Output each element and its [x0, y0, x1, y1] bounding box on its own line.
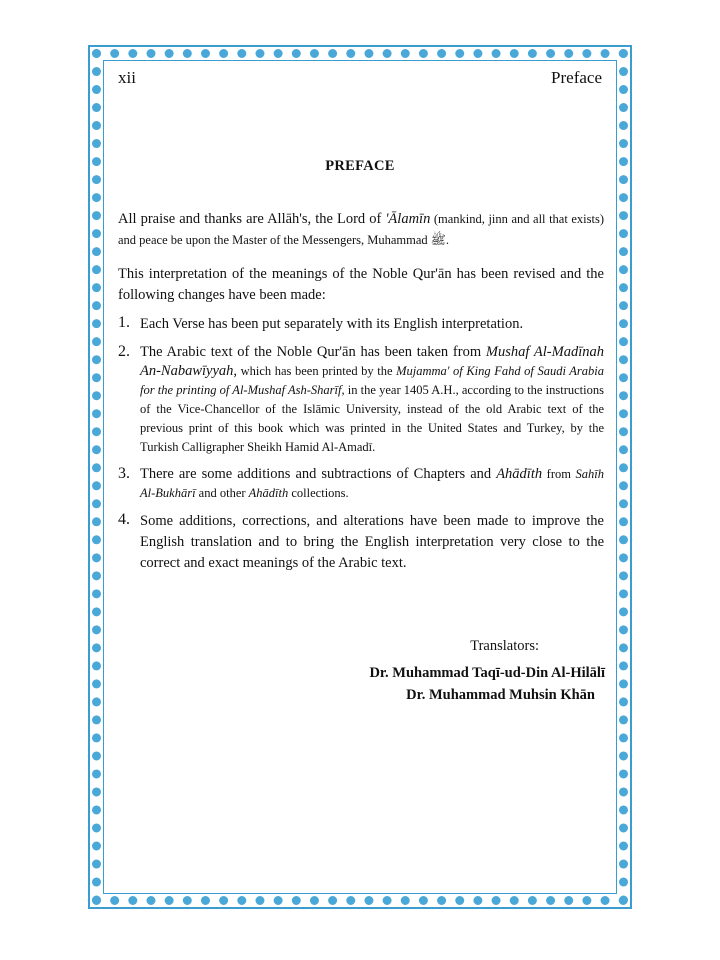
page-title: PREFACE [325, 158, 395, 174]
intro-paragraph: All praise and thanks are Allāh's, the Lord of 'Ālamīn (mankind, jinn and all that exists) and peace be upon the Master of the Messengers, Muhammad ﷺ. [118, 211, 604, 247]
revision-paragraph: This interpretation of the meanings of the Noble Qur'ān has been revised and the following changes have been made: [118, 266, 604, 303]
page-number: xii [118, 68, 136, 87]
running-head: Preface [551, 68, 602, 87]
list-item: 1. Each Verse has been put separately with its English interpretation. [118, 314, 524, 332]
translator-name: Dr. Muhammad Muhsin Khān [406, 687, 595, 703]
list-item: 2. The Arabic text of the Noble Qur'ān has been taken from Mushaf Al-Madīnah An-Nabawīyyah, which has been printed by the Mujamma' of King Fahd of Saudi Arabia for the printing of Al-Mushaf Ash-Sharīf, in the year 1405 A.H., according to the instructions of the Vice-Chancellor of the Islāmic University, instead of the old Arabic text of the previous print of this book which was printed in the United States and Turkey, by the Turkish Calligrapher Sheikh Hamid Al-Amadī. [118, 343, 604, 454]
translator-name: Dr. Muhammad Taqī-ud-Din Al-Hilālī [369, 665, 605, 681]
signature-block [369, 638, 605, 706]
translators-label: Translators: [470, 638, 539, 654]
list-item: 3. There are some additions and subtractions of Chapters and Ahādīth from Sahīh Al-Bukhārī and other Ahādīth collections. [118, 465, 604, 500]
page-header [118, 68, 602, 92]
preface-body [118, 209, 604, 574]
list-item: 4. Some additions, corrections, and alterations have been made to improve the English translation and to bring the English interpretation very close to the correct and exact meanings of the Arabic text. [118, 511, 604, 571]
